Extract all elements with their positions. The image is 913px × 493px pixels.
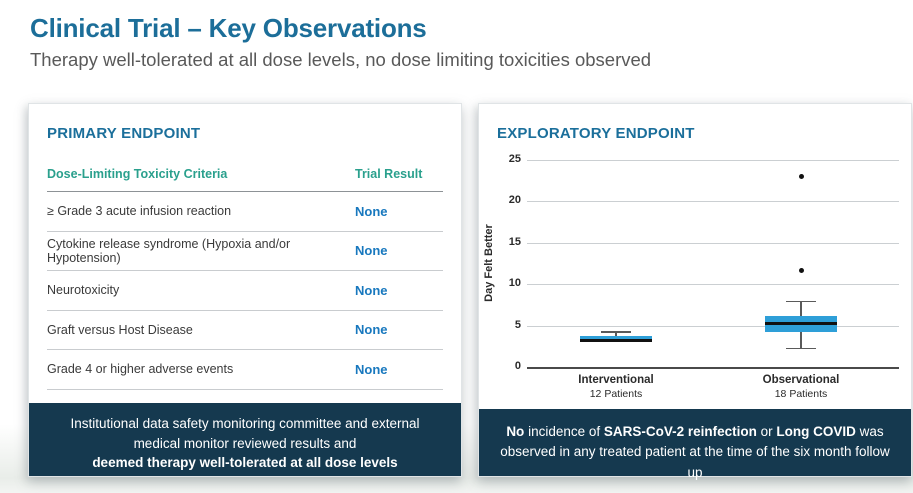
x-category-sublabel: 18 Patients bbox=[774, 388, 828, 400]
criteria-cell: Neurotoxicity bbox=[47, 283, 120, 298]
page-subtitle: Therapy well-tolerated at all dose levels, no dose limiting toxicities observed bbox=[30, 49, 652, 70]
result-cell: None bbox=[355, 203, 388, 219]
y-axis-label: Day Felt Better bbox=[483, 223, 495, 302]
primary-endpoint-panel bbox=[28, 103, 462, 477]
table-header-row bbox=[47, 156, 443, 192]
footer-text-segment: Long COVID bbox=[776, 424, 856, 439]
footer-text-segment: was observed in any treated patient at the time of the six month follow up bbox=[500, 424, 890, 480]
exploratory-endpoint-panel bbox=[478, 103, 912, 480]
exploratory-endpoint-header: EXPLORATORY ENDPOINT bbox=[497, 124, 695, 142]
y-tick-label: 20 bbox=[508, 194, 521, 207]
y-tick-label: 5 bbox=[514, 318, 521, 331]
x-category-label: Observational bbox=[762, 374, 840, 386]
result-cell: None bbox=[355, 361, 388, 377]
upper-whisker-cap bbox=[601, 331, 631, 333]
median-line bbox=[580, 339, 652, 342]
y-tick-label: 25 bbox=[508, 153, 521, 165]
result-cell: None bbox=[355, 243, 388, 259]
footer-text-segment: or bbox=[756, 424, 777, 439]
footer-text bbox=[500, 424, 889, 480]
outlier-point bbox=[799, 268, 804, 273]
gridline bbox=[527, 326, 899, 327]
boxplot-chart bbox=[479, 144, 913, 404]
footer-text-segment: incidence of bbox=[524, 424, 604, 439]
gridline bbox=[527, 243, 899, 244]
exploratory-footer-banner bbox=[479, 409, 911, 480]
footer-text-segment: SARS-CoV-2 reinfection bbox=[603, 424, 757, 439]
y-tick-label: 0 bbox=[514, 360, 521, 372]
footer-text-segment: No bbox=[506, 424, 525, 439]
footer-line-bold: deemed therapy well-tolerated at all dose levels bbox=[92, 455, 398, 471]
result-cell: None bbox=[355, 322, 388, 338]
toxicity-table bbox=[47, 156, 443, 390]
footer-line: Institutional data safety monitoring committee and external bbox=[70, 416, 420, 431]
gridline bbox=[527, 284, 899, 285]
x-axis-line bbox=[527, 367, 899, 369]
criteria-cell: ≥ Grade 3 acute infusion reaction bbox=[47, 204, 232, 219]
table-row bbox=[47, 350, 443, 390]
y-tick-label: 10 bbox=[508, 277, 521, 290]
primary-endpoint-header: PRIMARY ENDPOINT bbox=[47, 124, 201, 142]
upper-whisker bbox=[800, 301, 802, 317]
gridline bbox=[527, 201, 899, 202]
primary-footer-banner bbox=[29, 403, 461, 476]
criteria-cell: Cytokine release syndrome (Hypoxia and/or Hypotension) bbox=[47, 236, 291, 265]
column-header-result: Trial Result bbox=[355, 166, 423, 181]
table-row bbox=[47, 192, 443, 232]
table-row bbox=[47, 271, 443, 311]
x-category-sublabel: 12 Patients bbox=[589, 388, 643, 400]
lower-whisker-cap bbox=[786, 348, 816, 350]
gridline bbox=[527, 160, 899, 161]
median-line bbox=[765, 322, 837, 325]
table-row bbox=[47, 232, 443, 272]
criteria-cell: Grade 4 or higher adverse events bbox=[47, 362, 234, 377]
table-row bbox=[47, 311, 443, 351]
lower-whisker bbox=[800, 332, 802, 348]
footer-line: medical monitor reviewed results and bbox=[133, 435, 357, 451]
x-category-label: Interventional bbox=[578, 374, 654, 386]
page-title: Clinical Trial – Key Observations bbox=[30, 13, 427, 43]
upper-whisker-cap bbox=[786, 301, 816, 303]
column-header-criteria: Dose-Limiting Toxicity Criteria bbox=[47, 166, 228, 181]
result-cell: None bbox=[355, 282, 388, 298]
criteria-cell: Graft versus Host Disease bbox=[47, 322, 193, 337]
y-tick-label: 15 bbox=[508, 235, 521, 248]
outlier-point bbox=[799, 174, 804, 179]
